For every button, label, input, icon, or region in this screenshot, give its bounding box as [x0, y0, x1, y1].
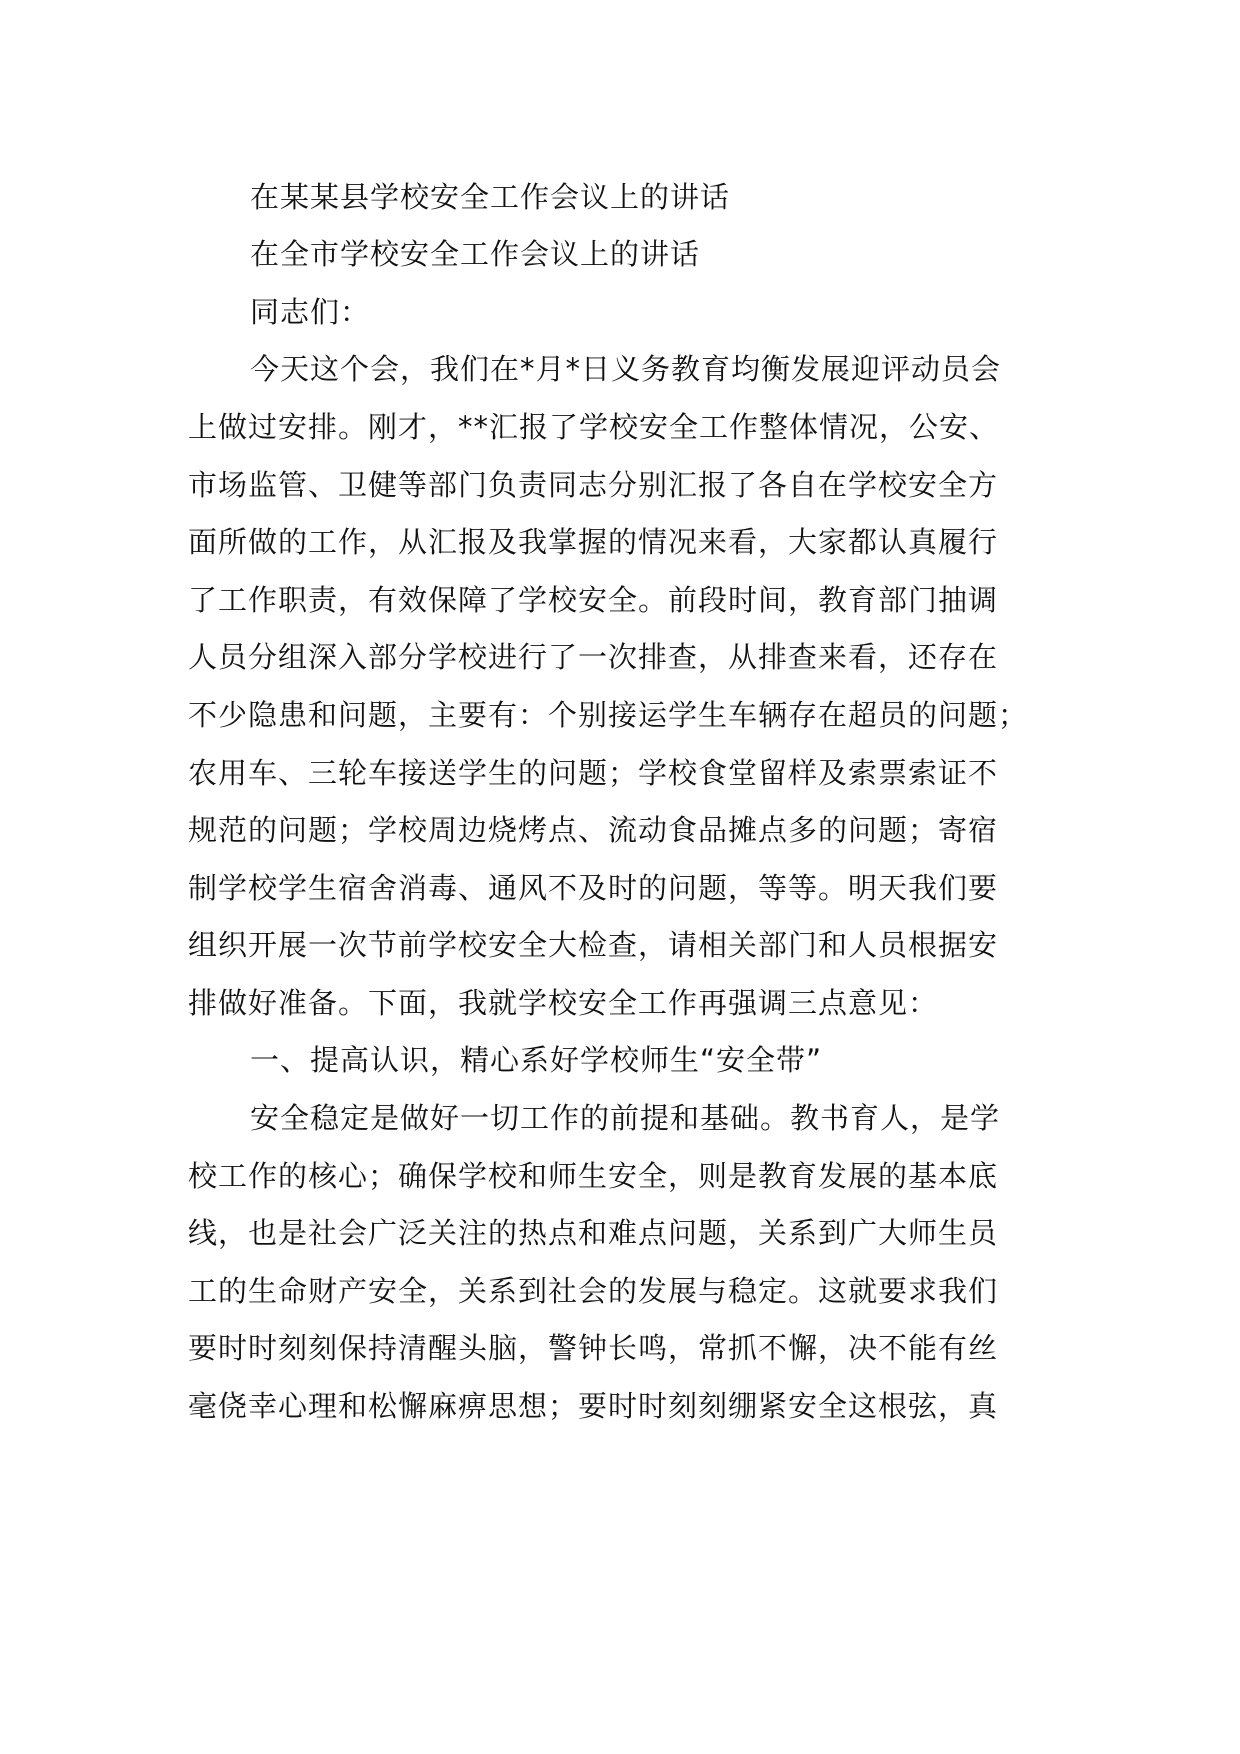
salutation: 同志们：: [250, 295, 371, 329]
paragraph-1-line: 今天这个会，我们在*月*日义务教育均衡发展迎评动员会: [250, 352, 1002, 386]
paragraph-2-line: 要时时刻刻保持清醒头脑，警钟长鸣，常抓不懈，决不能有丝: [188, 1331, 999, 1365]
paragraph-1-line: 排做好准备。下面，我就学校安全工作再强调三点意见：: [188, 986, 939, 1020]
document-title-1: 在某某县学校安全工作会议上的讲话: [250, 180, 731, 214]
paragraph-1-line: 规范的问题；学校周边烧烤点、流动食品摊点多的问题；寄宿: [188, 813, 999, 847]
paragraph-1-line: 组织开展一次节前学校安全大检查，请相关部门和人员根据安: [188, 928, 999, 962]
paragraph-2-line: 校工作的核心；确保学校和师生安全，则是教育发展的基本底: [188, 1159, 999, 1193]
paragraph-2-line: 安全稳定是做好一切工作的前提和基础。教书育人，是学: [250, 1101, 1001, 1135]
paragraph-1-line: 制学校学生宿舍消毒、通风不及时的问题，等等。明天我们要: [188, 871, 999, 905]
paragraph-2-line: 线，也是社会广泛关注的热点和难点问题，关系到广大师生员: [188, 1216, 999, 1250]
paragraph-2-line: 工的生命财产安全，关系到社会的发展与稳定。这就要求我们: [188, 1274, 999, 1308]
paragraph-1-line: 了工作职责，有效保障了学校安全。前段时间，教育部门抽调: [188, 583, 999, 617]
paragraph-1-line: 农用车、三轮车接送学生的问题；学校食堂留样及索票索证不: [188, 756, 999, 790]
paragraph-2-line: 毫侥幸心理和松懈麻痹思想；要时时刻刻绷紧安全这根弦，真: [188, 1389, 999, 1423]
paragraph-1-line: 市场监管、卫健等部门负责同志分别汇报了各自在学校安全方: [188, 468, 999, 502]
paragraph-1-line: 面所做的工作，从汇报及我掌握的情况来看，大家都认真履行: [188, 525, 999, 559]
document-title-2: 在全市学校安全工作会议上的讲话: [250, 237, 701, 271]
paragraph-1-line: 人员分组深入部分学校进行了一次排查，从排查来看，还存在: [188, 640, 999, 674]
paragraph-1-line: 上做过安排。刚才，**汇报了学校安全工作整体情况，公安、: [188, 410, 1000, 444]
section-1-heading: 一、提高认识，精心系好学校师生“安全带”: [250, 1043, 823, 1077]
paragraph-1-line: 不少隐患和问题，主要有：个别接运学生车辆存在超员的问题；: [188, 698, 1029, 732]
